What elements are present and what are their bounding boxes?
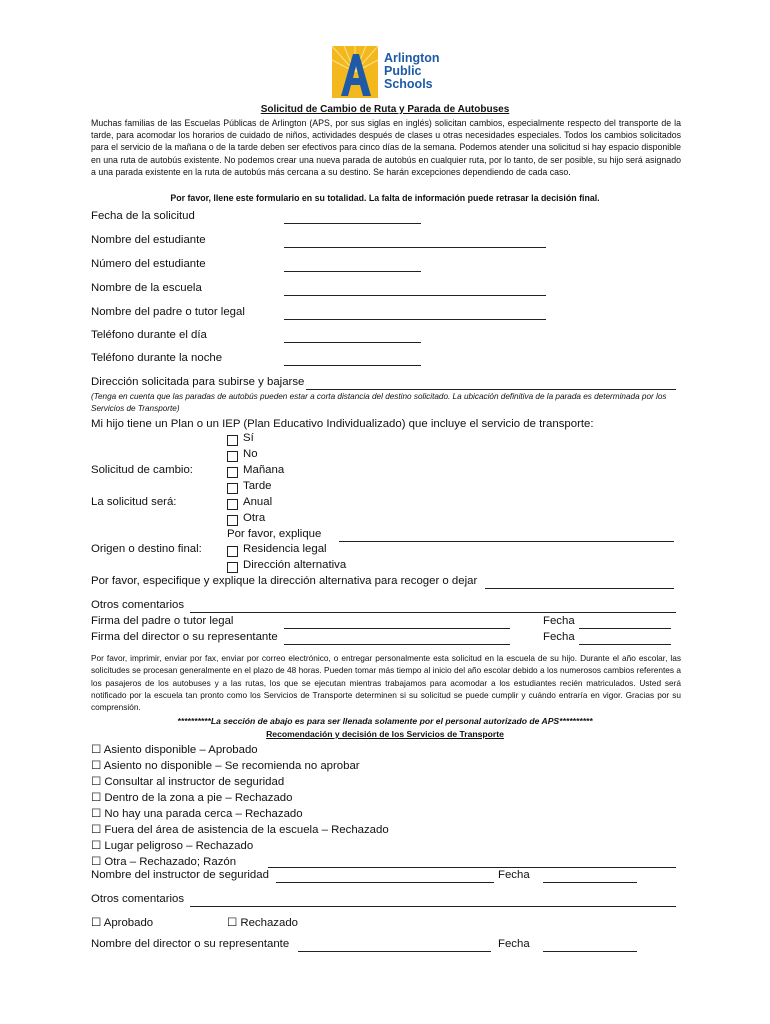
- direccion-label: Dirección solicitada para subirse y bajarse: [91, 376, 305, 388]
- sera-anual-checkbox[interactable]: [227, 499, 238, 510]
- iep-no-label: No: [243, 448, 258, 460]
- otros-field[interactable]: [190, 612, 676, 613]
- cambio-manana-checkbox[interactable]: [227, 467, 238, 478]
- decision-item[interactable]: ☐ No hay una parada cerca – Rechazado: [91, 808, 303, 820]
- tel-noche-label: Teléfono durante la noche: [91, 352, 223, 364]
- cambio-manana-label: Mañana: [243, 464, 285, 476]
- cambio-tarde-label: Tarde: [243, 480, 272, 492]
- document-title: Solicitud de Cambio de Ruta y Parada de Autobuses: [260, 104, 510, 115]
- sera-otra-label: Otra: [243, 512, 266, 524]
- fecha-field[interactable]: [284, 223, 421, 224]
- direccion-field[interactable]: [306, 389, 676, 390]
- escuela-field[interactable]: [284, 295, 546, 296]
- director-fecha-label: Fecha: [498, 938, 530, 950]
- decision-item[interactable]: ☐ Consultar al instructor de seguridad: [91, 776, 285, 788]
- instructor-label: Nombre del instructor de seguridad: [91, 869, 269, 881]
- iep-question: Mi hijo tiene un Plan o un IEP (Plan Educativo Individualizado) que incluye el servicio de transporte:: [91, 418, 594, 430]
- aps-logo: [332, 46, 444, 98]
- fecha-label: Fecha de la solicitud: [91, 210, 195, 222]
- aprobado-option[interactable]: ☐ Aprobado: [91, 917, 154, 929]
- tel-noche-field[interactable]: [284, 365, 421, 366]
- decision-item[interactable]: ☐ Dentro de la zona a pie – Rechazado: [91, 792, 293, 804]
- numero-label: Número del estudiante: [91, 258, 206, 270]
- recomendacion-heading: Recomendación y decisión de los Servicios de Transporte: [266, 729, 504, 739]
- decision-item[interactable]: ☐ Lugar peligroso – Rechazado: [91, 840, 254, 852]
- cambio-tarde-checkbox[interactable]: [227, 483, 238, 494]
- tel-dia-label: Teléfono durante el día: [91, 329, 207, 341]
- explique-label: Por favor, explique: [227, 528, 322, 540]
- direccion-note: (Tenga en cuenta que las paradas de autobús pueden estar a corta distancia del destino solicitado. La ubicación definitiva de la parada es determinada por los Servicios de Transporte): [91, 392, 667, 413]
- origen-residencia-label: Residencia legal: [243, 543, 327, 555]
- iep-si-label: Sí: [243, 432, 254, 444]
- logo-line-3: Schools: [384, 77, 433, 91]
- rechazado-option[interactable]: ☐ Rechazado: [227, 917, 299, 929]
- firma-padre-fecha-label: Fecha: [543, 615, 575, 627]
- padre-label: Nombre del padre o tutor legal: [91, 306, 245, 318]
- explique-field[interactable]: [339, 541, 674, 542]
- firma-director-field[interactable]: [284, 644, 510, 645]
- origen-label: Origen o destino final:: [91, 543, 202, 555]
- decision-item[interactable]: ☐ Fuera del área de asistencia de la escuela – Rechazado: [91, 824, 389, 836]
- submission-paragraph: Por favor, imprimir, enviar por fax, enviar por correo electrónico, o entregar personalmente esta solicitud en la escuela de su hijo. Durante el año escolar, las solicitudes se procesan generalmente en el plazo de 48 horas. Pueden tomar más tiempo al inicio del año escolar debido a los numerosos cambios referentes a los pasajeros de los autobuses y a las rutas, los que se ejecutan mientras trabajamos para acomodar a los estudiantes recién matriculados. Usted será notificado por la escuela tan pronto como los Servicios de Transporte determinen si su solicitud se puede cumplir y cuándo entraría en vigor. Gracias por su comprensión.: [91, 653, 681, 713]
- alternativa-label: Por favor, especifique y explique la dirección alternativa para recoger o dejar: [91, 575, 478, 587]
- fill-notice: Por favor, llene este formulario en su totalidad. La falta de información puede retrasar la decisión final.: [170, 193, 600, 203]
- decision-item[interactable]: ☐ Asiento disponible – Aprobado: [91, 744, 258, 756]
- tel-dia-field[interactable]: [284, 342, 421, 343]
- nombre-label: Nombre del estudiante: [91, 234, 206, 246]
- otros-comentarios-2-field[interactable]: [190, 906, 676, 907]
- instructor-fecha-label: Fecha: [498, 869, 530, 881]
- otros-comentarios-2-label: Otros comentarios: [91, 893, 185, 905]
- sera-anual-label: Anual: [243, 496, 273, 508]
- firma-director-fecha-label: Fecha: [543, 631, 575, 643]
- firma-director-label: Firma del director o su representante: [91, 631, 278, 643]
- logo-line-2: Public: [384, 64, 422, 78]
- alternativa-field[interactable]: [485, 588, 674, 589]
- logo-line-1: Arlington: [384, 51, 440, 65]
- logo-wordmark: [384, 52, 440, 91]
- sera-label: La solicitud será:: [91, 496, 177, 508]
- decision-item[interactable]: ☐ Asiento no disponible – Se recomienda no aprobar: [91, 760, 360, 772]
- sera-otra-checkbox[interactable]: [227, 515, 238, 526]
- decision-otra-razon[interactable]: ☐ Otra – Rechazado; Razón: [91, 856, 237, 868]
- otros-label: Otros comentarios: [91, 599, 185, 611]
- origen-residencia-checkbox[interactable]: [227, 546, 238, 557]
- iep-no-checkbox[interactable]: [227, 451, 238, 462]
- director-nombre-label: Nombre del director o su representante: [91, 938, 290, 950]
- staff-only-notice: **********La sección de abajo es para ser llenada solamente por el personal autorizado de APS**********: [177, 716, 593, 726]
- firma-director-fecha-field[interactable]: [579, 644, 671, 645]
- logo-a-mark-icon: [332, 46, 378, 98]
- firma-padre-field[interactable]: [284, 628, 510, 629]
- instructor-fecha-field[interactable]: [543, 882, 637, 883]
- cambio-label: Solicitud de cambio:: [91, 464, 193, 476]
- director-nombre-field[interactable]: [298, 951, 491, 952]
- otra-razon-field[interactable]: [268, 867, 676, 868]
- iep-si-checkbox[interactable]: [227, 435, 238, 446]
- intro-paragraph: Muchas familias de las Escuelas Públicas de Arlington (APS, por sus siglas en inglés) solicitan cambios, especialmente respecto del transporte de la tarde, para acomodar los horarios de cuidado de niños, actividades después de clases u otras necesidades especiales. Todos los cambios solicitados para el servicio de la mañana o de la tarde deben ser efectivos para cinco días de la semana. Podemos atender una solicitud si hay espacio disponible en una ruta de autobús existente. No podemos crear una nueva parada de autobús en cualquier ruta, por lo tanto, de ser posible, su hijo será asignado a una parada existente en la ruta de autobús más cercana a su destino. Se harán excepciones dependiendo de cada caso.: [91, 118, 681, 177]
- escuela-label: Nombre de la escuela: [91, 282, 202, 294]
- origen-alternativa-label: Dirección alternativa: [243, 559, 347, 571]
- firma-padre-fecha-field[interactable]: [579, 628, 671, 629]
- numero-field[interactable]: [284, 271, 421, 272]
- instructor-field[interactable]: [276, 882, 494, 883]
- director-fecha-field[interactable]: [543, 951, 637, 952]
- origen-alternativa-checkbox[interactable]: [227, 562, 238, 573]
- padre-field[interactable]: [284, 319, 546, 320]
- firma-padre-label: Firma del padre o tutor legal: [91, 615, 234, 627]
- nombre-field[interactable]: [284, 247, 546, 248]
